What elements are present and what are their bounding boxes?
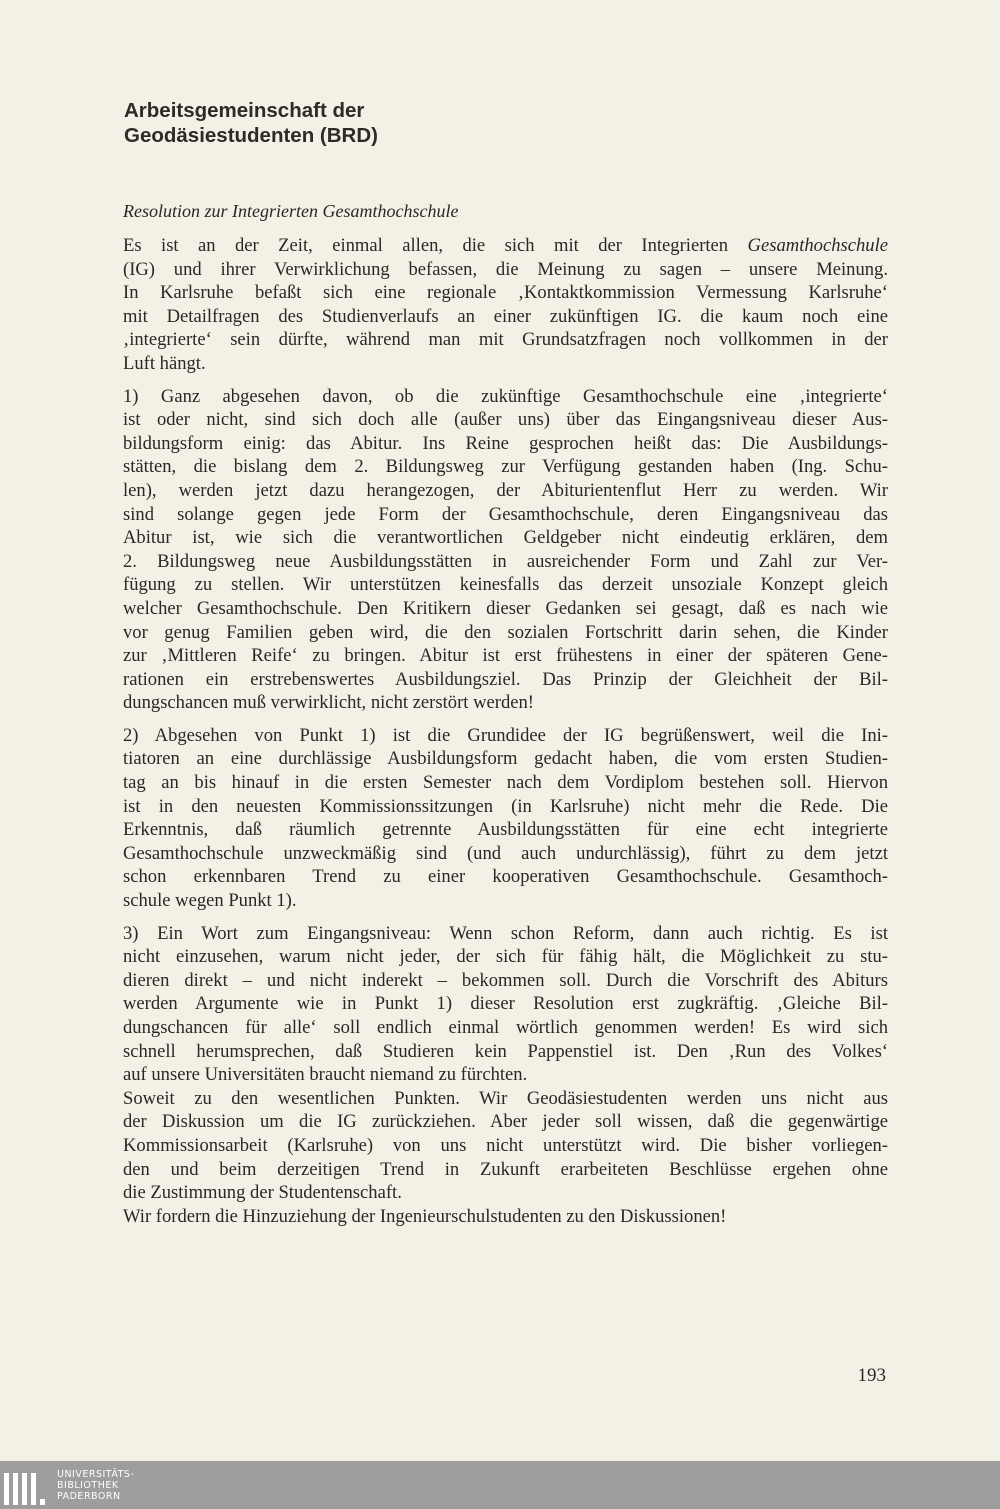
paragraph-line: die Zustimmung der Studentenschaft. (123, 1182, 402, 1204)
paragraph-line: schule wegen Punkt 1). (123, 890, 297, 912)
paragraph-line: 2. Bildungsweg neue Ausbildungsstätten in ausreichender Form und Zahl zur Ver- (123, 550, 888, 572)
paragraph-line: welcher Gesamthochschule. Den Kritikern dieser Gedanken sei gesagt, daß es nach wie (123, 597, 888, 619)
page-heading (124, 98, 524, 148)
resolution-subheading: Resolution zur Integrierten Gesamthochschule (123, 201, 459, 221)
paragraph-line: werden Argumente wie in Punkt 1) dieser Resolution erst zugkräftig. ‚Gleiche Bil- (123, 993, 888, 1015)
paragraph-line: Erkenntnis, daß räumlich getrennte Ausbildungsstätten für eine echt integrierte (123, 819, 888, 841)
library-name (57, 1469, 134, 1502)
paragraph-line: tag an bis hinauf in die ersten Semester nach dem Vordiplom bestehen soll. Hiervon (123, 772, 888, 794)
paragraph-line: Soweit zu den wesentlichen Punkten. Wir Geodäsiestudenten werden uns nicht aus (123, 1087, 888, 1109)
paragraph-line: 3) Ein Wort zum Eingangsniveau: Wenn schon Reform, dann auch richtig. Es ist (123, 922, 888, 944)
paragraph-line: fügung zu stellen. Wir unterstützen keinesfalls das derzeit unsoziale Konzept gleich (123, 574, 888, 596)
paragraph-line: len), werden jetzt dazu herangezogen, der Abiturientenflut Herr zu werden. Wir (123, 479, 888, 501)
paragraph-line: Abitur ist, wie sich die verantwortlichen Geldgeber nicht eindeutig erklären, dem (123, 527, 888, 549)
point-3-paragraph (123, 922, 888, 1087)
paragraph-line: stätten, die bislang dem 2. Bildungsweg zur Verfügung gestanden haben (Ing. Schu- (123, 456, 888, 478)
paragraph-line: ‚integrierte‘ sein dürfte, während man mit Grundsatzfragen noch vollkommen in der (123, 329, 888, 351)
paragraph-line: vor genug Familien geben wird, die den sozialen Fortschritt darin sehen, die Kinder (123, 621, 888, 643)
paragraph-line: nicht einzusehen, warum nicht jeder, der sich für fähig hält, die Möglichkeit zu stu- (123, 946, 888, 968)
italic-term: Gesamthochschule (747, 235, 888, 256)
paragraph-line: Gesamthochschule unzweckmäßig sind (und auch undurchlässig), führt zu dem jetzt (123, 842, 888, 864)
demand-paragraph (123, 1205, 888, 1229)
paragraph-line: schon erkennbaren Trend zu einer kooperativen Gesamthochschule. Gesamthoch- (123, 866, 888, 888)
paragraph-line: dungschancen für alle‘ soll endlich einmal wörtlich genommen werden! Es wird sich (123, 1017, 888, 1038)
paragraph-line: ist oder nicht, sind sich doch alle (außer uns) über das Eingangsniveau dieser Aus- (123, 409, 888, 431)
logo-bars-icon (4, 1465, 49, 1505)
footer-bar (0, 1461, 1000, 1509)
paragraph-line: rationen ein erstrebenswertes Ausbildungsziel. Das Prinzip der Gleichheit der Bil- (123, 668, 888, 690)
heading-line-1: Arbeitsgemeinschaft der (124, 99, 365, 122)
paragraph-line: sind solange gegen jede Form der Gesamthochschule, deren Eingangsniveau das (123, 503, 888, 525)
paragraph-line: In Karlsruhe befaßt sich eine regionale ‚Kontaktkommission Vermessung Karlsruhe‘ (123, 282, 888, 304)
summary-paragraph (123, 1087, 888, 1205)
intro-paragraph (123, 234, 888, 376)
paragraph-line: auf unsere Universitäten braucht niemand zu fürchten. (123, 1064, 528, 1086)
resolution-body (123, 234, 888, 1228)
paragraph-line: bildungsform einig: das Abitur. Ins Reine gesprochen heißt das: Die Ausbildungs- (123, 432, 888, 454)
paragraph-line: schnell herumsprechen, daß Studieren kein Pappenstiel ist. Den ‚Run des Volkes‘ (123, 1040, 888, 1062)
paragraph-line: Luft hängt. (123, 352, 206, 374)
paragraph-line: mit Detailfragen des Studienverlaufs an einer zukünftigen IG. die kaum noch eine (123, 305, 888, 327)
paragraph-line: tiatoren an eine durchlässige Ausbildungsform gedacht haben, die vom ersten Studien- (123, 748, 888, 770)
logo-line-3: PADERBORN (57, 1490, 121, 1502)
point-1-paragraph (123, 385, 888, 715)
paragraph-line: (IG) und ihrer Verwirklichung befassen, die Meinung zu sagen – unsere Meinung. (123, 258, 888, 280)
logo-line-2: BIBLIOTHEK (57, 1479, 119, 1491)
paragraph-line: dieren direkt – und nicht inderekt – bekommen soll. Durch die Vorschrift des Abiturs (123, 969, 888, 991)
paragraph-line: 1) Ganz abgesehen davon, ob die zukünftige Gesamthochschule eine ‚integrierte‘ (123, 385, 888, 407)
paragraph-line: Es ist an der Zeit, einmal allen, die sich mit der Integrierten Gesamthochschule (123, 235, 888, 256)
page-number: 193 (857, 1365, 886, 1386)
paragraph-line: Kommissionsarbeit (Karlsruhe) von uns nicht unterstützt wird. Die bisher vorliegen- (123, 1134, 888, 1156)
paragraph-line: 2) Abgesehen von Punkt 1) ist die Grundidee der IG begrüßenswert, weil die Ini- (123, 724, 888, 746)
point-2-paragraph (123, 724, 888, 913)
library-logo (4, 1463, 134, 1507)
paragraph-line: dungschancen muß verwirklicht, nicht zerstört werden! (123, 692, 534, 714)
heading-line-2: Geodäsiestudenten (BRD) (124, 124, 378, 147)
paragraph-line: Wir fordern die Hinzuziehung der Ingenieurschulstudenten zu den Diskussionen! (123, 1205, 727, 1227)
paragraph-line: ist in den neuesten Kommissionssitzungen (in Karlsruhe) nicht mehr die Rede. Die (123, 795, 888, 817)
paragraph-line: zur ‚Mittleren Reife‘ zu bringen. Abitur ist erst frühestens in einer der späteren Gene- (123, 645, 888, 667)
paragraph-line: der Diskussion um die IG zurückziehen. Aber jeder soll wissen, daß die gegenwärtige (123, 1111, 888, 1133)
logo-line-1: UNIVERSITÄTS- (57, 1468, 135, 1480)
paragraph-line: den und beim derzeitigen Trend in Zukunft erarbeiteten Beschlüsse ergehen ohne (123, 1158, 888, 1180)
